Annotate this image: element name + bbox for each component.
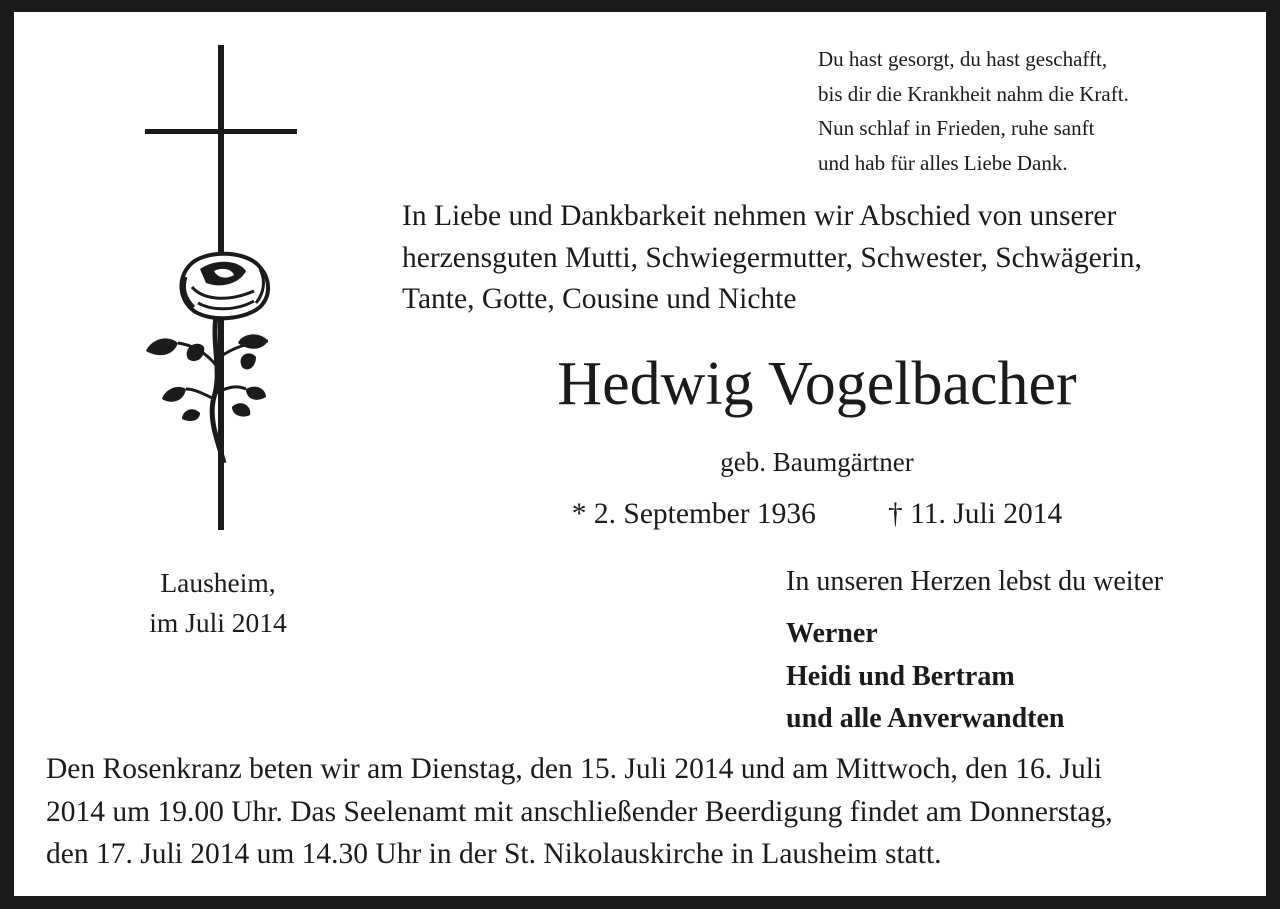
deceased-name: Hedwig Vogelbacher: [557, 350, 1077, 418]
rose-icon: [142, 247, 282, 472]
service-line: den 17. Juli 2014 um 14.30 Uhr in der St. Nikolauskirche in Lausheim statt.: [46, 838, 942, 870]
poem-line: bis dir die Krankheit nahm die Kraft.: [818, 81, 1129, 106]
mourner-name: Heidi und Bertram: [786, 660, 1015, 692]
service-line: 2014 um 19.00 Uhr. Das Seelenamt mit anschließender Beerdigung findet am Donnerstag,: [46, 795, 1113, 828]
mourner-name: Werner: [786, 618, 878, 649]
mourner-name: und alle Anverwandten: [786, 703, 1065, 734]
maiden-name: geb. Baumgärtner: [720, 447, 914, 477]
death-date: † 11. Juli 2014: [887, 498, 1063, 530]
poem: [818, 42, 1258, 180]
place-and-date: [118, 563, 318, 643]
poem-line: Nun schlaf in Frieden, ruhe sanft: [818, 116, 1095, 140]
farewell-intro: [402, 196, 1262, 321]
date-line: im Juli 2014: [149, 607, 287, 638]
intro-line: In Liebe und Dankbarkeit nehmen wir Abschied von unserer: [402, 200, 1117, 232]
place-line: Lausheim,: [160, 567, 276, 598]
service-notice: [46, 748, 1266, 876]
obituary-card: [14, 12, 1266, 896]
cross-bar: [145, 129, 297, 134]
intro-line: herzensguten Mutti, Schwiegermutter, Schwester, Schwägerin,: [402, 241, 1142, 274]
service-line: Den Rosenkranz beten wir am Dienstag, den 15. Juli 2014 und am Mittwoch, den 16. Juli: [46, 753, 1103, 785]
life-dates: [374, 495, 1260, 533]
poem-line: Du hast gesorgt, du hast geschafft,: [818, 47, 1108, 71]
mourners: [786, 613, 1256, 741]
birth-date: * 2. September 1936: [571, 498, 816, 530]
hearts-line: In unseren Herzen lebst du weiter: [786, 566, 1164, 597]
intro-line: Tante, Gotte, Cousine und Nichte: [402, 283, 797, 315]
poem-line: und hab für alles Liebe Dank.: [818, 150, 1068, 175]
